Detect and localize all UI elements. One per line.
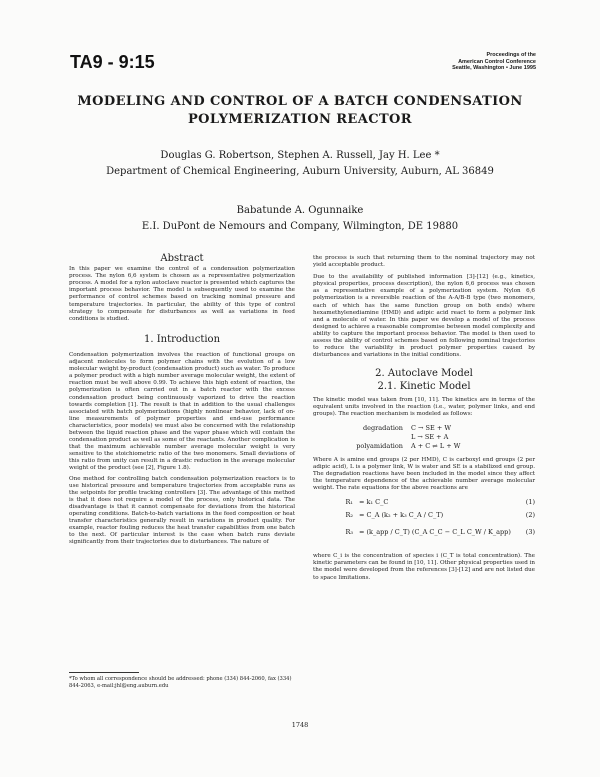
author-name-2: Babatunde A. Ogunnaike [236, 205, 364, 216]
right-paragraph-2: Due to the availability of published information [3]-[12] (e.g., kinetics, physical properties, process description), the nylon 6,6 process was chosen as a representative example of a polymerization system. Nylon 6,6 polymerization is a reversible reaction of the A-A/B-B type (two monomers, each of which has the same function group on both ends) where hexamethylenediamine (HMD) and adipic acid react to form a polymer link and a molecule of water. In this paper we develop a model of the process designed to achieve a reasonable compromise between model complexity and ability to capture the important process behavior. The model is then used to assess the ability of control schemes based on following nominal trajectories to reduce the variability in product polymer properties caused by disturbances and variations in the initial conditions. [313, 274, 535, 359]
proceedings-label: Proceedings of the American Control Conference Seattle, Washington • June 1995 [452, 52, 536, 71]
reaction-row: polyamidation A + C ⇌ L + W [356, 441, 461, 450]
paper-title: MODELING AND CONTROL OF A BATCH CONDENSATION POLYMERIZATION REACTOR [77, 94, 523, 127]
intro-heading: 1. Introduction [143, 333, 221, 345]
footnote-rule [69, 672, 139, 673]
author-names: Douglas G. Robertson, Stephen A. Russell, Jay H. Lee * [160, 150, 440, 161]
author-block-2 [60, 203, 540, 235]
right-paragraph-4: Where A is amine end groups (2 per HMD), C is carboxyl end groups (2 per adipic acid), L is a polymer link, W is water and SE is a stabilized end group. The degradation reactions have been included in the model since they affect the temperature dependence of the achievable number average molecular weight. The rate equations for the above reactions are [313, 456, 535, 492]
right-paragraph-5: where C_i is the concentration of species i (C_T is total concentration). The kinetic parameters can be found in [10, 11]. Other physical properties used in the model were developed from the references [3]-[12] and are not listed due to space limitations. [313, 553, 535, 581]
abstract-text: In this paper we examine the control of a condensation polymerization process. The nylon 6,6 system is chosen as a representative polymerization process. A model for a nylon autoclave reactor is presented which captures the important process behavior. The model is subsequently used to examine the performance of control schemes based on tracking nominal pressure and temperature trajectories. In particular, the ability of this type of control strategy to compensate for disturbances as well as variations in feed conditions is studied. [69, 266, 295, 322]
intro-paragraph-2: One method for controlling batch condensation polymerization reactors is to use historical pressure and temperature trajectories from acceptable runs as the setpoints for profile tracking controllers [3]. The advantage of this method is that it does not require a model of the process, only historical data. The disadvantage is that it cannot compensate for deviations from the historical operating conditions. Batch-to-batch variations in the feed composition or heat transfer characteristics generally result in variations in product quality. For example, reactor fouling reduces the heat transfer capabilities from one batch to the next. Of particular interest is the case when batch runs deviate significantly from their trajectories due to disturbances. The nature of [69, 475, 295, 546]
reaction-row: L → SE + A [411, 432, 449, 441]
rate-equations [313, 498, 535, 545]
session-code: TA9 - 9:15 [70, 52, 155, 72]
right-paragraph-3: The kinetic model was taken from [10, 11]. The kinetics are in terms of the equivalent units involved in the reaction (i.e., water, polymer links, and end groups). The reaction mechanism is modeled as follows: [313, 396, 535, 417]
right-paragraph-cont: the process is such that returning them to the nominal trajectory may not yield acceptable product. [313, 255, 535, 269]
section-2-1-heading: 2.1. Kinetic Model [377, 381, 471, 393]
equation-row: R₁ = k₁ C_C (1) [345, 498, 535, 507]
equation-row: R₂ = C_A (k₂ + k₃ C_A / C_T) (2) [345, 511, 535, 520]
author-affiliation: Department of Chemical Engineering, Auburn University, Auburn, AL 36849 [106, 166, 494, 177]
footnote-block [69, 672, 295, 690]
footnote-text: *To whom all correspondence should be addressed: phone (334) 844-2060, fax (334) 844-2063, e-mail:jhl@eng.auburn.edu [69, 676, 292, 689]
abstract-heading: Abstract [160, 253, 204, 264]
reaction-row: degradation C → SE + W [363, 423, 452, 432]
author-block [60, 148, 540, 180]
section-2-heading: 2. Autoclave Model [375, 368, 473, 380]
reaction-mechanism [313, 424, 535, 451]
right-column [313, 255, 535, 585]
page-number: 1748 [291, 721, 309, 729]
intro-paragraph-1: Condensation polymerization involves the reaction of functional groups on adjacent molecules to form polymer chains with the evolution of a low molecular weight by-product (condensation product) such as water. To produce a polymer product with a high number average molecular weight, the extent of reaction must be well above 0.99. To achieve this high extent of reaction, the polymerization is often carried out in a batch reactor with the excess condensation product being continuously vaporized to drive the reaction towards completion [1]. The result is that in addition to the usual challenges associated with batch polymerizations (highly nonlinear behavior, lack of on-line measurements of polymer properties and end-use performance characteristics, poor models) we must also be concerned with the relationship between the liquid reaction phase and the vapor phase which will contain the condensation product as well as some of the reactants. Another complication is that the maximum achievable number average molecular weight is very sensitive to the stoichiometric ratio of the two monomers. Small deviations of this ratio from unity can result in a drastic reduction in the average molecular weight of the product (see [2], Figure 1.8). [69, 351, 295, 472]
left-column [69, 255, 295, 549]
equation-row: R₃ = (k_app / C_T) (C_A C_C − C_L C_W / K_app) (3) [345, 528, 535, 537]
author-affiliation-2: E.I. DuPont de Nemours and Company, Wilmington, DE 19880 [141, 221, 459, 232]
